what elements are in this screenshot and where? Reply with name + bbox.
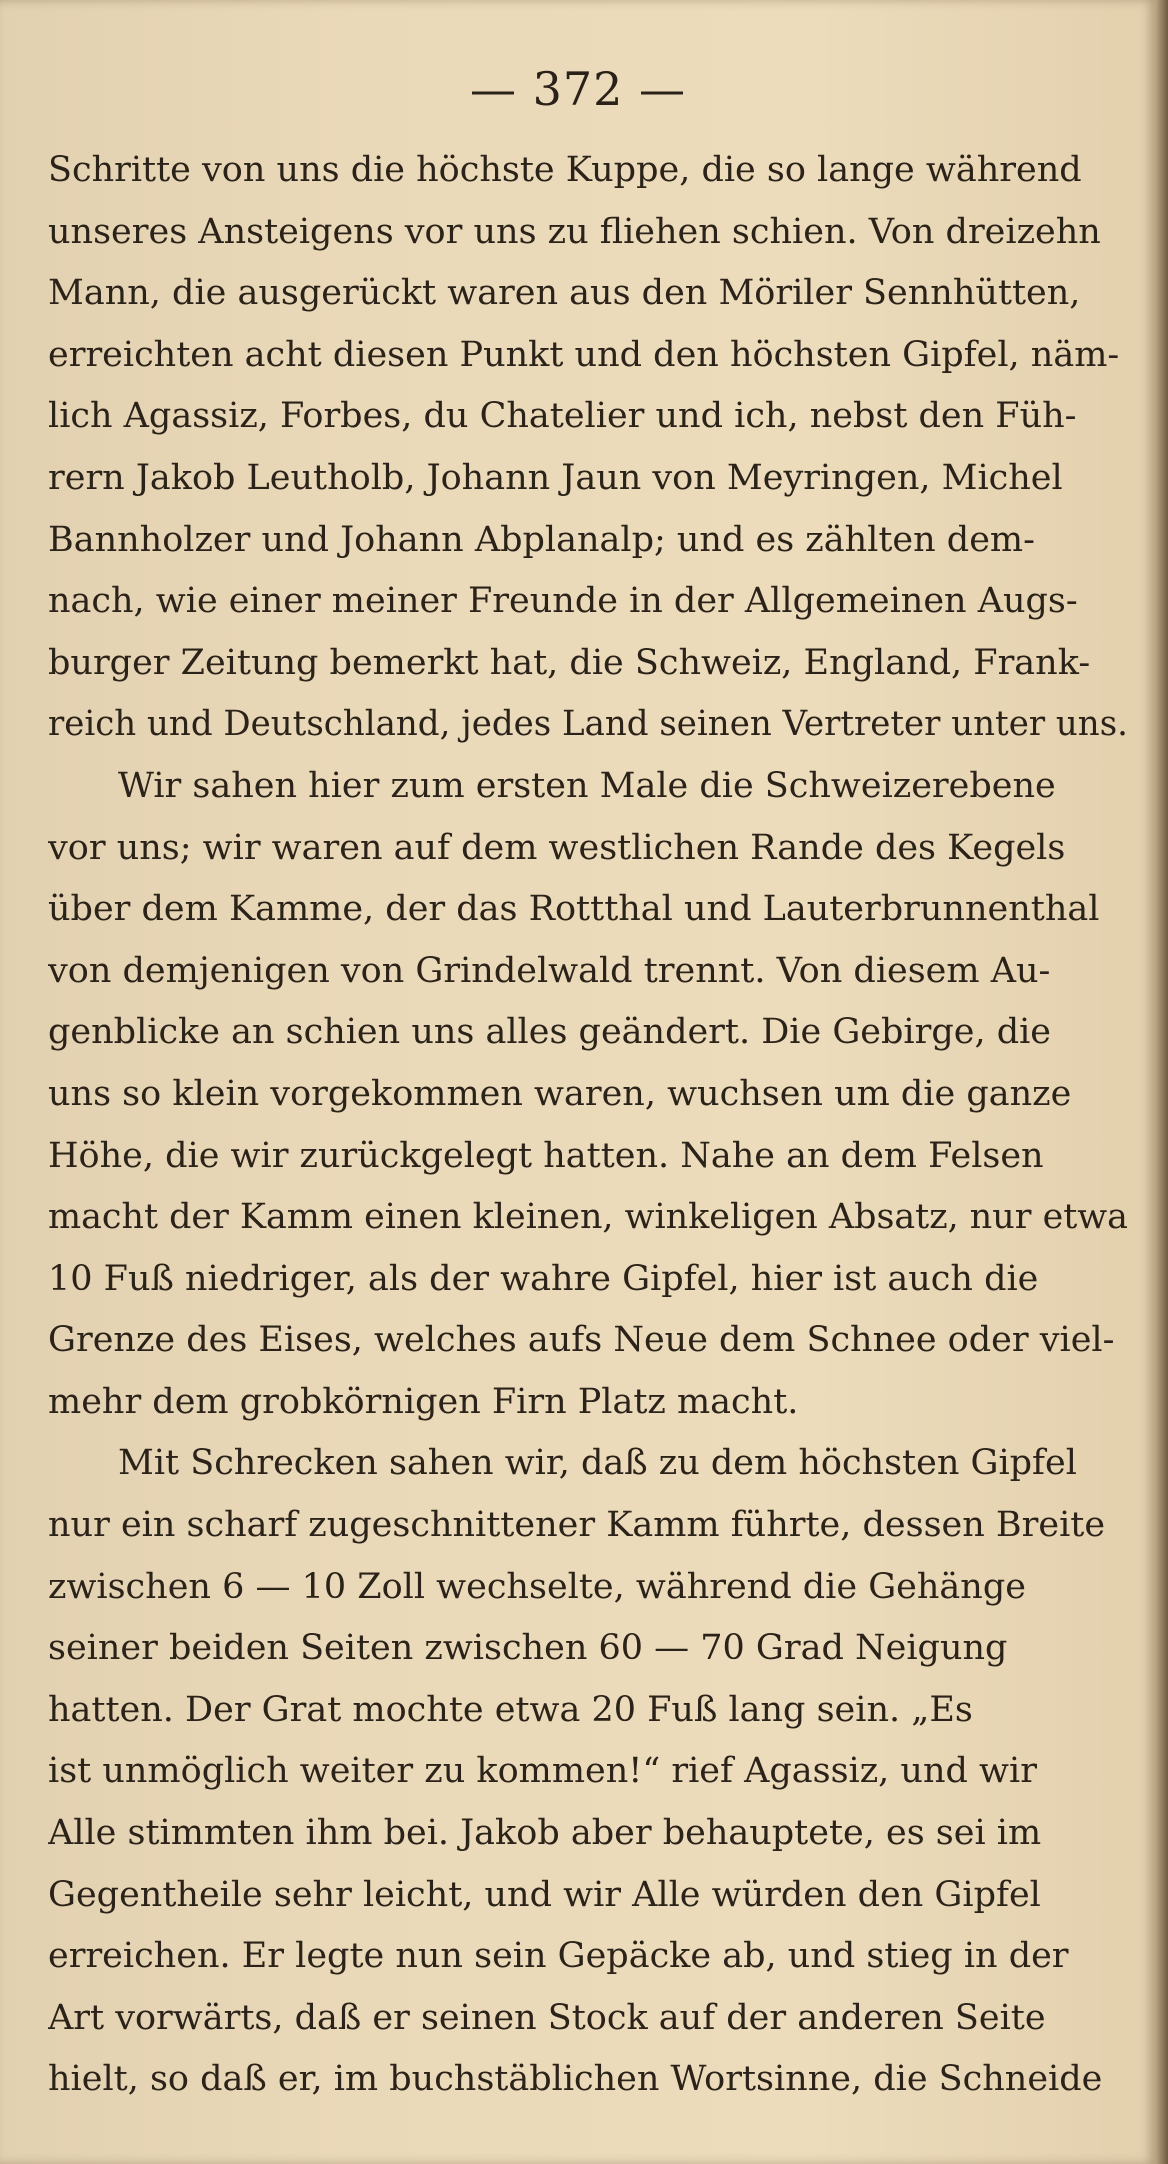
text-line: Art vorwärts, daß er seinen Stock auf der anderen Seite (48, 1997, 1046, 2038)
text-line: Grenze des Eises, welches aufs Neue dem Schnee oder viel- (48, 1320, 1115, 1361)
text-line: macht der Kamm einen kleinen, winkeligen Absatz, nur etwa (48, 1197, 1128, 1238)
text-line: Mit Schrecken sahen wir, daß zu dem höchsten Gipfel (118, 1443, 1077, 1484)
text-line: Bannholzer und Johann Abplanalp; und es zählten dem- (48, 519, 1035, 560)
text-line: burger Zeitung bemerkt hat, die Schweiz, England, Frank- (48, 642, 1091, 683)
text-line: erreichten acht diesen Punkt und den höchsten Gipfel, näm- (48, 334, 1120, 375)
text-line: über dem Kamme, der das Rottthal und Lauterbrunnenthal (48, 889, 1100, 930)
text-line: Höhe, die wir zurückgelegt hatten. Nahe an dem Felsen (48, 1135, 1044, 1176)
text-line: nur ein scharf zugeschnittener Kamm führte, dessen Breite (48, 1505, 1106, 1546)
text-line: rern Jakob Leutholb, Johann Jaun von Meyringen, Michel (48, 457, 1063, 498)
text-line: Schritte von uns die höchste Kuppe, die so lange während (48, 150, 1082, 190)
text-line: erreichen. Er legte nun sein Gepäcke ab, und stieg in der (48, 1936, 1069, 1977)
text-line: Gegentheile sehr leicht, und wir Alle würden den Gipfel (48, 1874, 1041, 1915)
text-line: mehr dem grobkörnigen Firn Platz macht. (48, 1381, 799, 1422)
text-line: ist unmöglich weiter zu kommen!“ rief Agassiz, und wir (48, 1751, 1037, 1792)
text-line: seiner beiden Seiten zwischen 60 — 70 Grad Neigung (48, 1628, 1008, 1669)
text-line: nach, wie einer meiner Freunde in der Allgemeinen Augs- (48, 581, 1078, 622)
text-line: zwischen 6 — 10 Zoll wechselte, während die Gehänge (48, 1566, 1026, 1607)
text-line: hatten. Der Grat mochte etwa 20 Fuß lang sein. „Es (48, 1689, 973, 1730)
text-line: reich und Deutschland, jedes Land seinen Vertreter unter uns. (48, 704, 1128, 745)
text-line: von demjenigen von Grindelwald trennt. Von diesem Au- (48, 950, 1051, 991)
body-text (48, 140, 1158, 2111)
text-line: 10 Fuß niedriger, als der wahre Gipfel, hier ist auch die (48, 1258, 1039, 1299)
page-edge (1156, 0, 1168, 2164)
text-line: genblicke an schien uns alles geändert. Die Gebirge, die (48, 1012, 1052, 1053)
text-line: lich Agassiz, Forbes, du Chatelier und ich, nebst den Füh- (48, 396, 1077, 437)
text-line: Mann, die ausgerückt waren aus den Möriler Sennhütten, (48, 273, 1081, 314)
text-line: vor uns; wir waren auf dem westlichen Rande des Kegels (48, 827, 1066, 868)
text-line: Alle stimmten ihm bei. Jakob aber behauptete, es sei im (48, 1813, 1042, 1854)
text-line: Wir sahen hier zum ersten Male die Schweizerebene (118, 765, 1056, 806)
text-line: hielt, so daß er, im buchstäblichen Wortsinne, die Schneide (48, 2059, 1103, 2100)
text-line: unseres Ansteigens vor uns zu fliehen schien. Von dreizehn (48, 211, 1101, 252)
page-number: — 372 — (469, 62, 687, 116)
text-line: uns so klein vorgekommen waren, wuchsen um die ganze (48, 1073, 1072, 1114)
